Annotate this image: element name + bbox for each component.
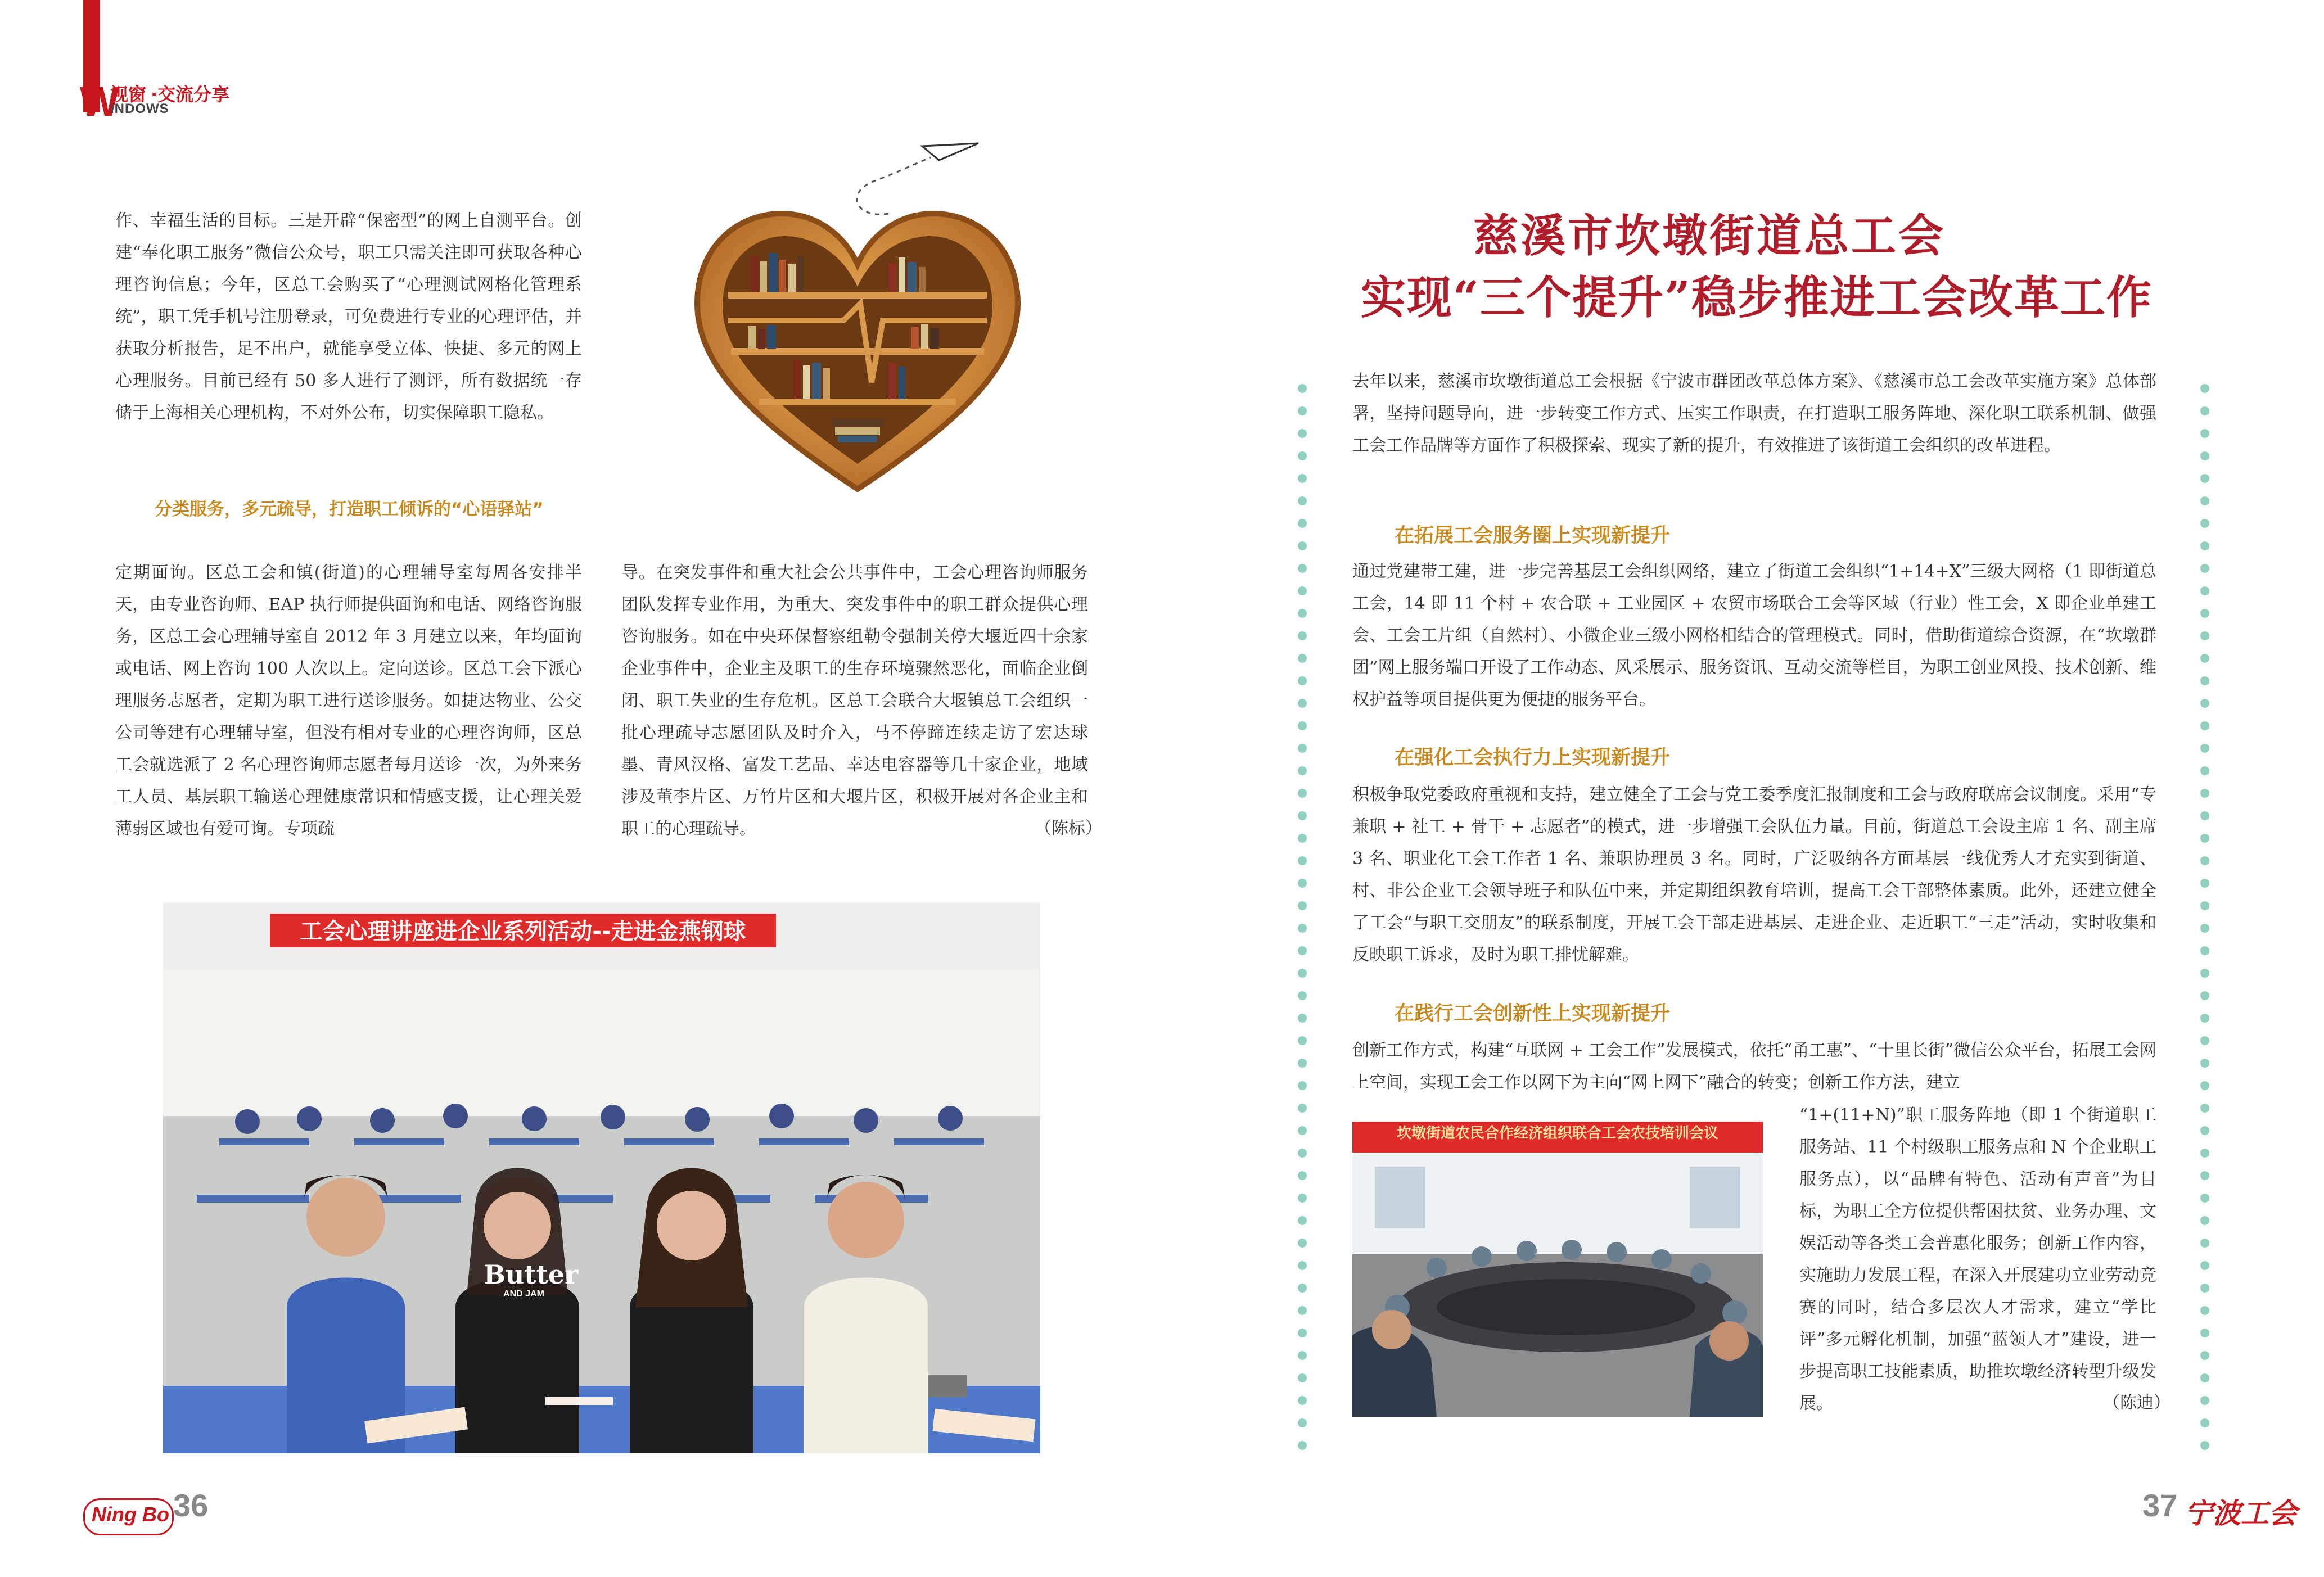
shirt-print-sub: AND JAM bbox=[503, 1289, 544, 1299]
header-section-english: INDOWS bbox=[110, 101, 169, 116]
seminar-photo bbox=[163, 902, 1040, 1453]
section-heading-1: 在拓展工会服务圈上实现新提升 bbox=[1395, 525, 1671, 547]
seminar-photo-scene bbox=[163, 902, 1040, 1453]
section-heading-2: 在强化工会执行力上实现新提升 bbox=[1395, 747, 1671, 769]
article-title-line1: 慈溪市坎墩街道总工会 bbox=[1473, 209, 1946, 262]
header-logo-letter: W bbox=[80, 78, 118, 125]
header-section-subtitle: ·交流分享 bbox=[151, 84, 230, 105]
author-byline: （陈标） bbox=[1035, 819, 1102, 838]
meeting-banner: 坎墩街道农民合作经济组织联合工会农技培训会议 bbox=[1396, 1125, 1718, 1142]
seminar-banner: 工会心理讲座进企业系列活动--走进金燕钢球 bbox=[300, 919, 746, 945]
dotted-border-right bbox=[2199, 382, 2211, 1451]
author-byline-right: （陈迪） bbox=[2103, 1393, 2170, 1413]
left-top-paragraph: 作、幸福生活的目标。三是开辟“保密型”的网上自测平台。创建“奉化职工服务”微信公众号，职工只需关注即可获取各种心理咨询信息；今年，区总工会购买了“心理测试网格化管理系统”，职工凭手机号注册登录，可免费进行专业的心理评估，并获取分析报告，足不出户，就能享受立体、快捷、多元的网上心理服务。目前已经有 50 多人进行了测评，所有数据统一存储于上海相关心理机构，不对外公布，切实保障职工隐私。 bbox=[115, 211, 582, 423]
heart-bookshelf-illustration bbox=[675, 135, 1040, 517]
section-heading-3: 在践行工会创新性上实现新提升 bbox=[1395, 1002, 1671, 1025]
ningbo-label: Ning Bo bbox=[92, 1503, 169, 1526]
meeting-photo-scene bbox=[1352, 1122, 1763, 1417]
dotted-border-left bbox=[1296, 382, 1308, 1451]
section-paragraph-1: 通过党建带工建，进一步完善基层工会组织网络，建立了街道工会组织“1+14+X”三级大网格（1 即街道总工会，14 即 11 个村 + 农合联 + 工业园区 + 农贸市场联合工会等区域（行业）性工会，X 即企业单建工会、工会工片组（自然村）、小微企业三级小网格相结合的管理模式。同时，借助街道综合资源，在“坎墩群团”网上服务端口开设了工作动态、风采展示、服务资讯、互动交流等栏目，为职工创业风投、技术创新、维权护益等项目提供更为便捷的服务平台。 bbox=[1352, 562, 2156, 710]
article-intro: 去年以来，慈溪市坎墩街道总工会根据《宁波市群团改革总体方案》、《慈溪市总工会改革实施方案》总体部署，坚持问题导向，进一步转变工作方式、压实工作职责，在打造职工服务阵地、深化职工联系机制、做强工会工作品牌等方面作了积极探索、现实了新的提升，有效推进了该街道工会组织的改革进程。 bbox=[1352, 372, 2156, 455]
left-column-b: 导。在突发事件和重大社会公共事件中，工会心理咨询师服务团队发挥专业作用，为重大、突发事件中的职工群众提供心理咨询服务。如在中央环保督察组勒令强制关停大堰近四十余家企业事件中，企业主及职工的生存环境骤然恶化，面临企业倒闭、职工失业的生存危机。区总工会联合大堰镇总工会组织一批心理疏导志愿团队及时介入，马不停蹄连续走访了宏达球墨、青风汉格、富发工艺品、幸达电容器等几十家企业，地域涉及董李片区、万竹片区和大堰片区，积极开展对各企业主和职工的心理疏导。 bbox=[621, 563, 1088, 839]
shirt-print: Butter bbox=[484, 1259, 579, 1290]
header-section-title: 视窗 bbox=[110, 84, 147, 105]
section-paragraph-2: 积极争取党委政府重视和支持，建立健全了工会与党工委季度汇报制度和工会与政府联席会议制度。采用“专兼职 + 社工 + 骨干 + 志愿者”的模式，进一步增强工会队伍力量。目前，街道总工会设主席 1 名、副主席 3 名、职业化工会工作者 1 名、兼职协理员 3 名。同时，广泛吸纳各方面基层一线优秀人才充实到街道、村、非公企业工会领导班子和队伍中来，并定期组织教育培训，提高工会干部整体素质。此外，还建立健全了工会“与职工交朋友”的联系制度，开展工会干部走进基层、走进企业、走近职工“三走”活动，实时收集和反映职工诉求，及时为职工排忧解难。 bbox=[1352, 785, 2156, 965]
magazine-logo: 宁波工会 bbox=[2185, 1497, 2297, 1530]
article-title-line2: 实现“三个提升”稳步推进工会改革工作 bbox=[1361, 271, 2153, 324]
page-number-right: 37 bbox=[2142, 1488, 2178, 1523]
section-subheading: 分类服务，多元疏导，打造职工倾诉的“心语驿站” bbox=[155, 499, 544, 519]
left-column-a: 定期面询。区总工会和镇(街道)的心理辅导室每周各安排半天，由专业咨询师、EAP 执行师提供面询和电话、网络咨询服务，区总工会心理辅导室自 2012 年 3 月建立以来，年均面询或电话、网上咨询 100 人次以上。定向送诊。区总工会下派心理服务志愿者，定期为职工进行送诊服务。如捷达物业、公交公司等建有心理辅导室，但没有相对专业的心理咨询师，区总工会就选派了 2 名心理咨询师志愿者每月送诊一次，为外来务工人员、基层职工输送心理健康常识和情感支援，让心理关爱薄弱区域也有爱可询。专项疏 bbox=[115, 563, 582, 839]
section-paragraph-3: 创新工作方式，构建“互联网 + 工会工作”发展模式，依托“甬工惠”、“十里长街”微信公众平台，拓展工会网上空间，实现工会工作以网下为主向“网上网下”融合的转变；创新工作方法，建立 bbox=[1352, 1041, 2156, 1092]
section-paragraph-3-continued: “1+(11+N)”职工服务阵地（即 1 个街道职工服务站、11 个村级职工服务点和 N 个企业职工服务点），以“品牌有特色、活动有声音”为目标，为职工全方位提供帮困扶贫、业务办理、文娱活动等各类工会普惠化服务；创新工作内容，实施助力发展工程，在深入开展建功立业劳动竞赛的同时，结合多层次人才需求，建立“学比评”多元孵化机制，加强“蓝领人才”建设，进一步提高职工技能素质，助推坎墩经济转型升级发展。 bbox=[1799, 1105, 2156, 1413]
meeting-photo bbox=[1352, 1122, 1763, 1417]
page-number-left: 36 bbox=[173, 1488, 209, 1523]
